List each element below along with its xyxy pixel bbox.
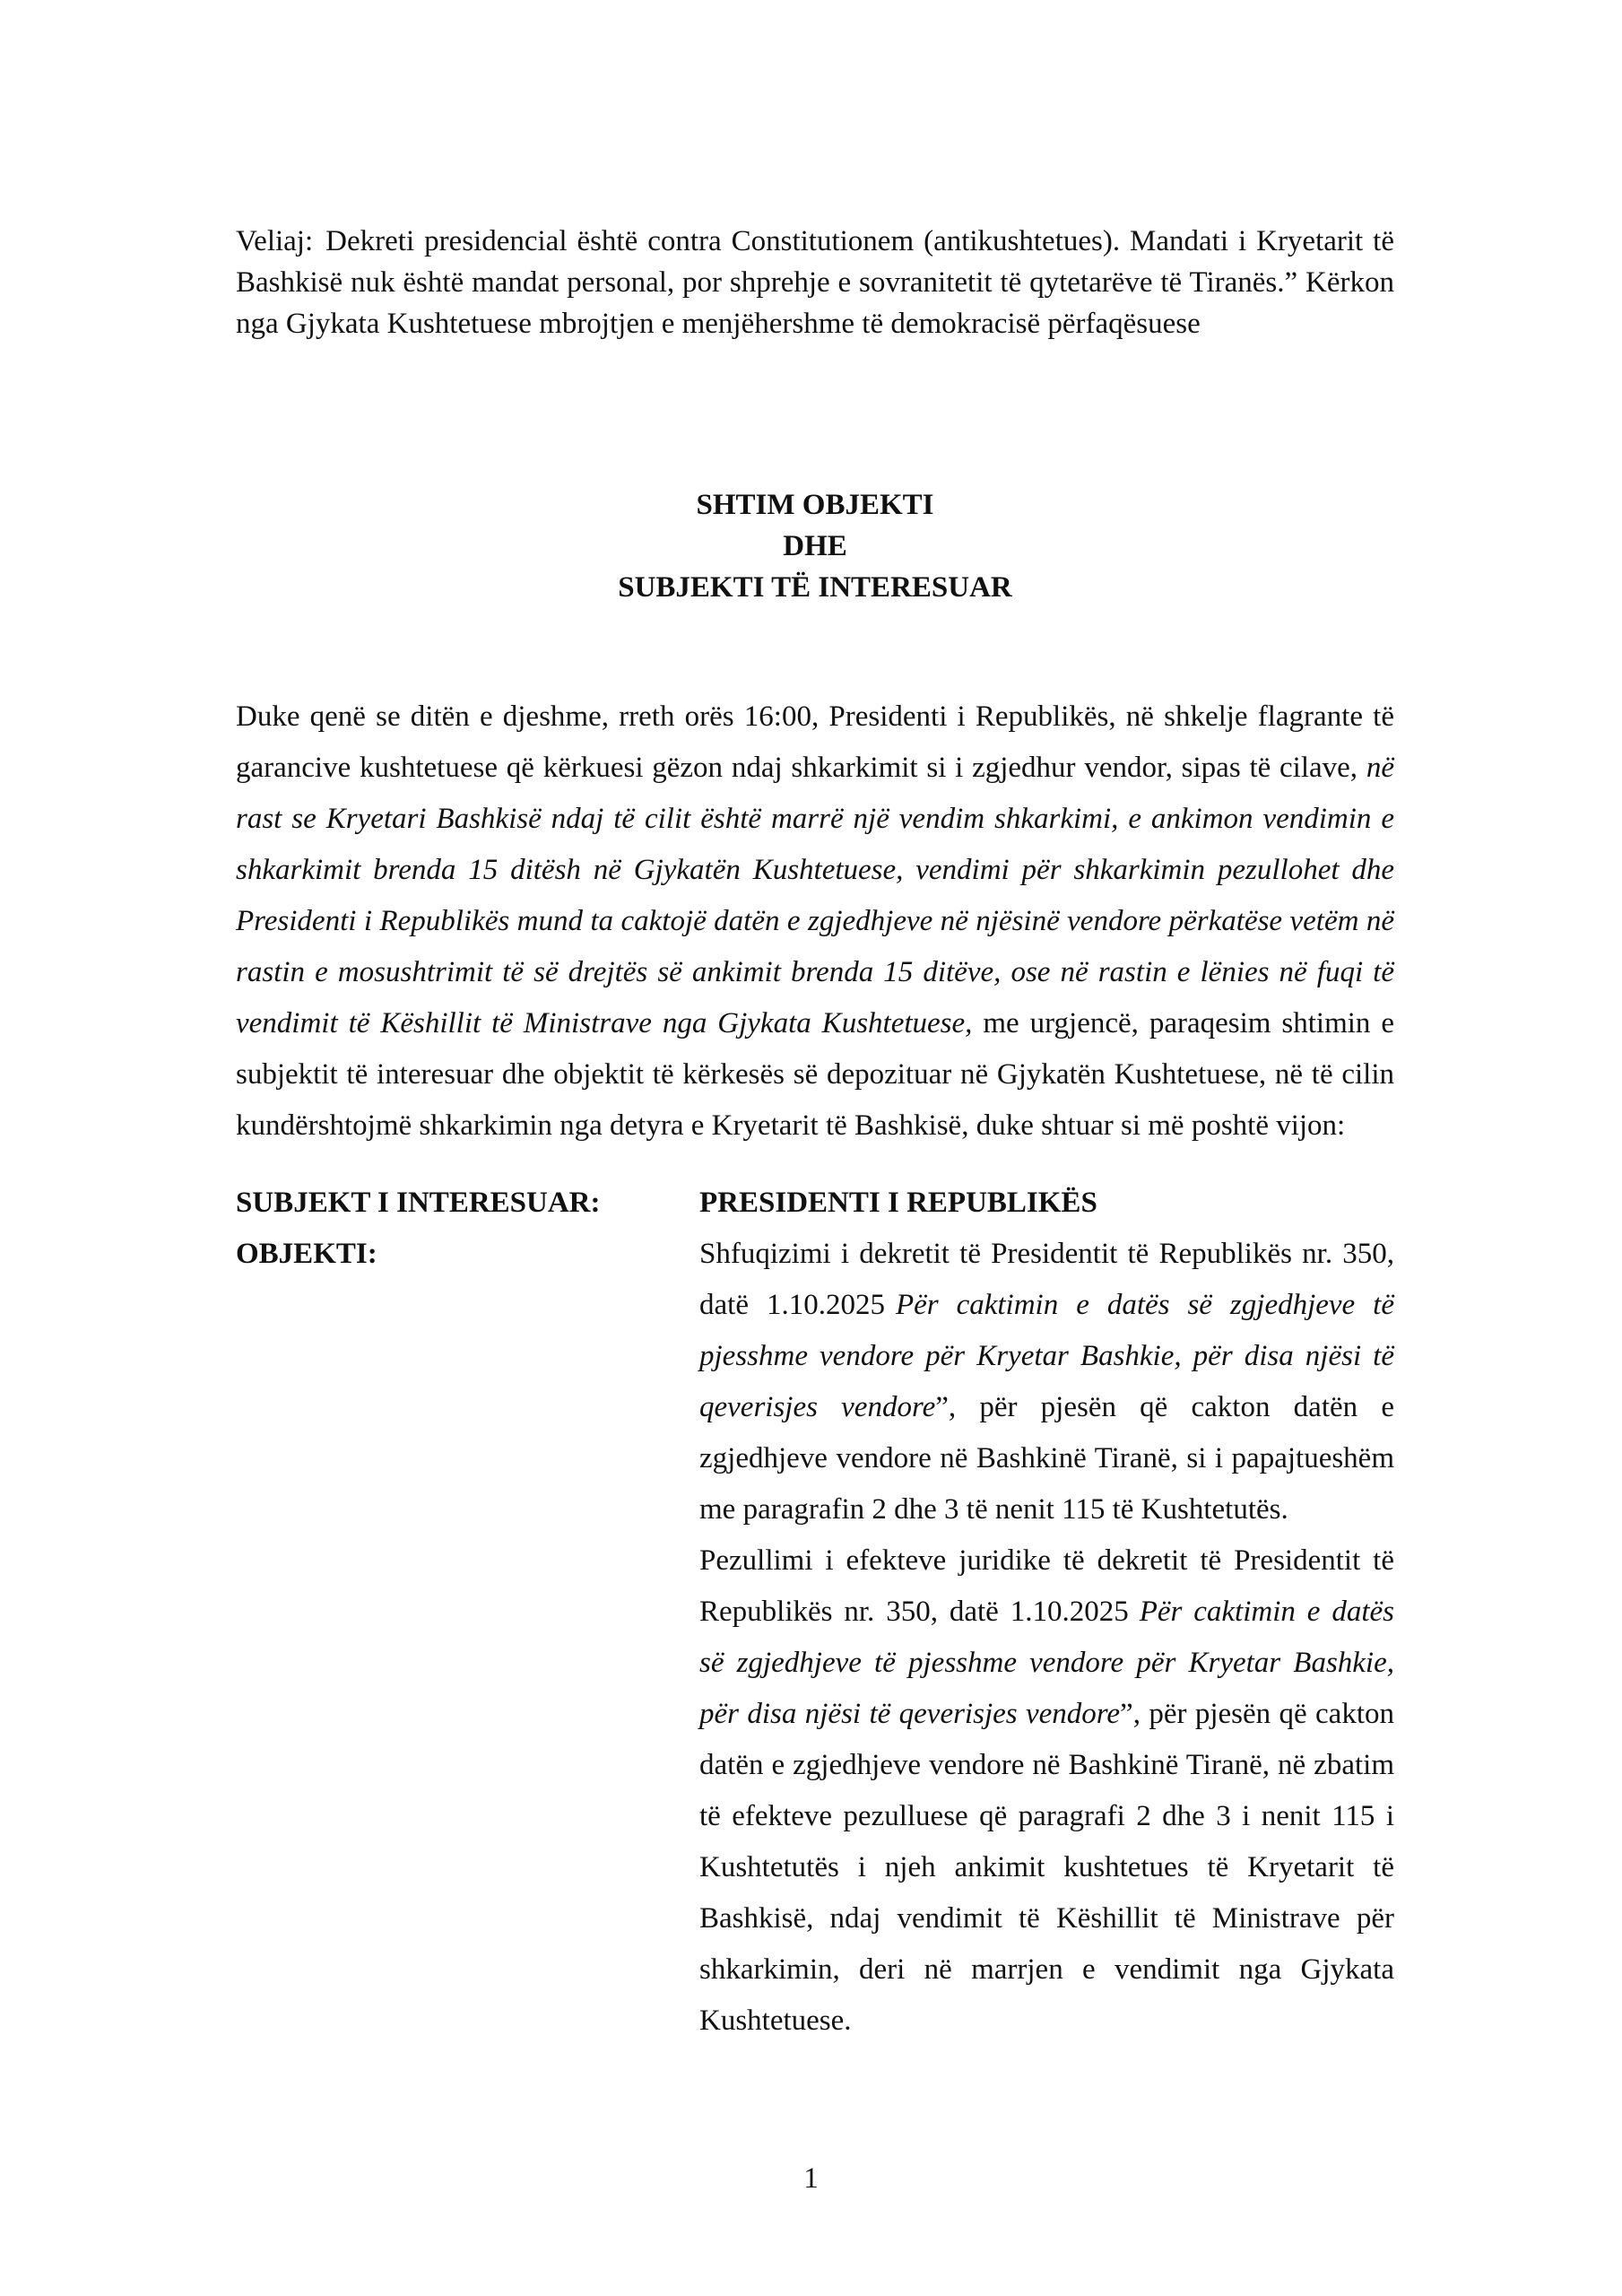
title-line-3: SUBJEKTI TË INTERESUAR <box>618 571 1012 604</box>
object-item-1 <box>699 1229 1394 1535</box>
object-item-2-post: ”, për pjesën që cakton datën e zgjedhjeve vendore në Bashkinë Tiranë, në zbatim të efekteve pezulluese që paragrafi 2 dhe 3 i nenit 115 i Kushtetutës i njeh ankimit kushtetues të Kryetarit të Bashkisë, ndaj vendimit të Këshillit të Ministrave për shkarkimin, deri në marrjen e vendimit nga Gjykata Kushtetuese. <box>699 1698 1395 2037</box>
body-lead-text: Duke qenë se ditën e djeshme, rreth orës 16:00, Presidenti i Republikës, në shkelje flagrante të garancive kushtetuese që kërkuesi gëzon ndaj shkarkimit si i zgjedhur vendor, sipas të cilave, <box>236 700 1394 784</box>
intro-paragraph <box>236 221 1394 344</box>
title-line-2: DHE <box>783 530 847 562</box>
title-line-1: SHTIM OBJEKTI <box>696 489 934 521</box>
object-item-1-post: ”, për pjesën që cakton datën e zgjedhjeve vendore në Bashkinë Tiranë, si i papajtueshëm me paragrafin 2 dhe 3 të nenit 115 të Kushtetutës. <box>699 1391 1394 1526</box>
object-item-2-pre: Pezullimi i efekteve juridike të dekretit të Presidentit të Republikës nr. 350, datë 1.10.2025 <box>699 1544 1394 1628</box>
subject-value: PRESIDENTI I REPUBLIKËS <box>699 1187 1097 1219</box>
page-number: 1 <box>803 2162 819 2195</box>
object-item-2-decree-title: Për caktimin e datës së zgjedhjeve të pjesshme vendore për Kryetar Bashkie, për disa njësi të qeverisjes vendore <box>699 1596 1394 1730</box>
constitutional-quote-italic: në rast se Kryetari Bashkisë ndaj të cilit është marrë një vendim shkarkimi, e ankimon vendimin e shkarkimit brenda 15 ditësh në Gjykatën Kushtetuese, vendimi për shkarkimin pezullohet dhe Presidenti i Republikës mund ta caktojë datën e zgjedhjeve në njësinë vendore përkatëse vetëm në rastin e mosushtrimit të së drejtës së ankimit brenda 15 ditëve, ose në rastin e lënies në fuqi të vendimit të Këshillit të Ministrave nga Gjykata Kushtetuese, <box>236 752 1394 1039</box>
object-item-1-pre: Shfuqizimi i dekretit të Presidentit të Republikës nr. 350, datë 1.10.2025 <box>699 1238 1394 1321</box>
body-tail-text: me urgjencë, paraqesim shtimin e subjektit të interesuar dhe objektit të kërkesës së depozituar në Gjykatën Kushtetuese, në të cilin kundërshtojmë shkarkimin nga detyra e Kryetarit të Bashkisë, duke shtuar si më poshtë vijon: <box>236 1007 1395 1142</box>
subject-label: SUBJEKT I INTERESUAR: <box>236 1187 601 1219</box>
intro-speaker-label: Veliaj: <box>236 225 314 257</box>
body-paragraph <box>236 691 1394 1152</box>
object-item-2 <box>699 1535 1394 2047</box>
intro-text: Dekreti presidencial është contra Constitutionem (antikushtetues). Mandati i Kryetarit të Bashkisë nuk është mandat personal, por shprehje e sovranitetit të qytetarëve të Tiranës.” Kërkon nga Gjykata Kushtetuese mbrojtjen e menjëhershme të demokracisë përfaqësuese <box>236 225 1394 340</box>
object-label: OBJEKTI: <box>236 1238 377 1270</box>
object-item-1-decree-title: Për caktimin e datës së zgjedhjeve të pjesshme vendore për Kryetar Bashkie, për disa njësi të qeverisjes vendore <box>699 1289 1395 1423</box>
party-values-column <box>699 1178 1394 2047</box>
document-title <box>236 484 1394 608</box>
party-labels-column <box>236 1178 684 1280</box>
